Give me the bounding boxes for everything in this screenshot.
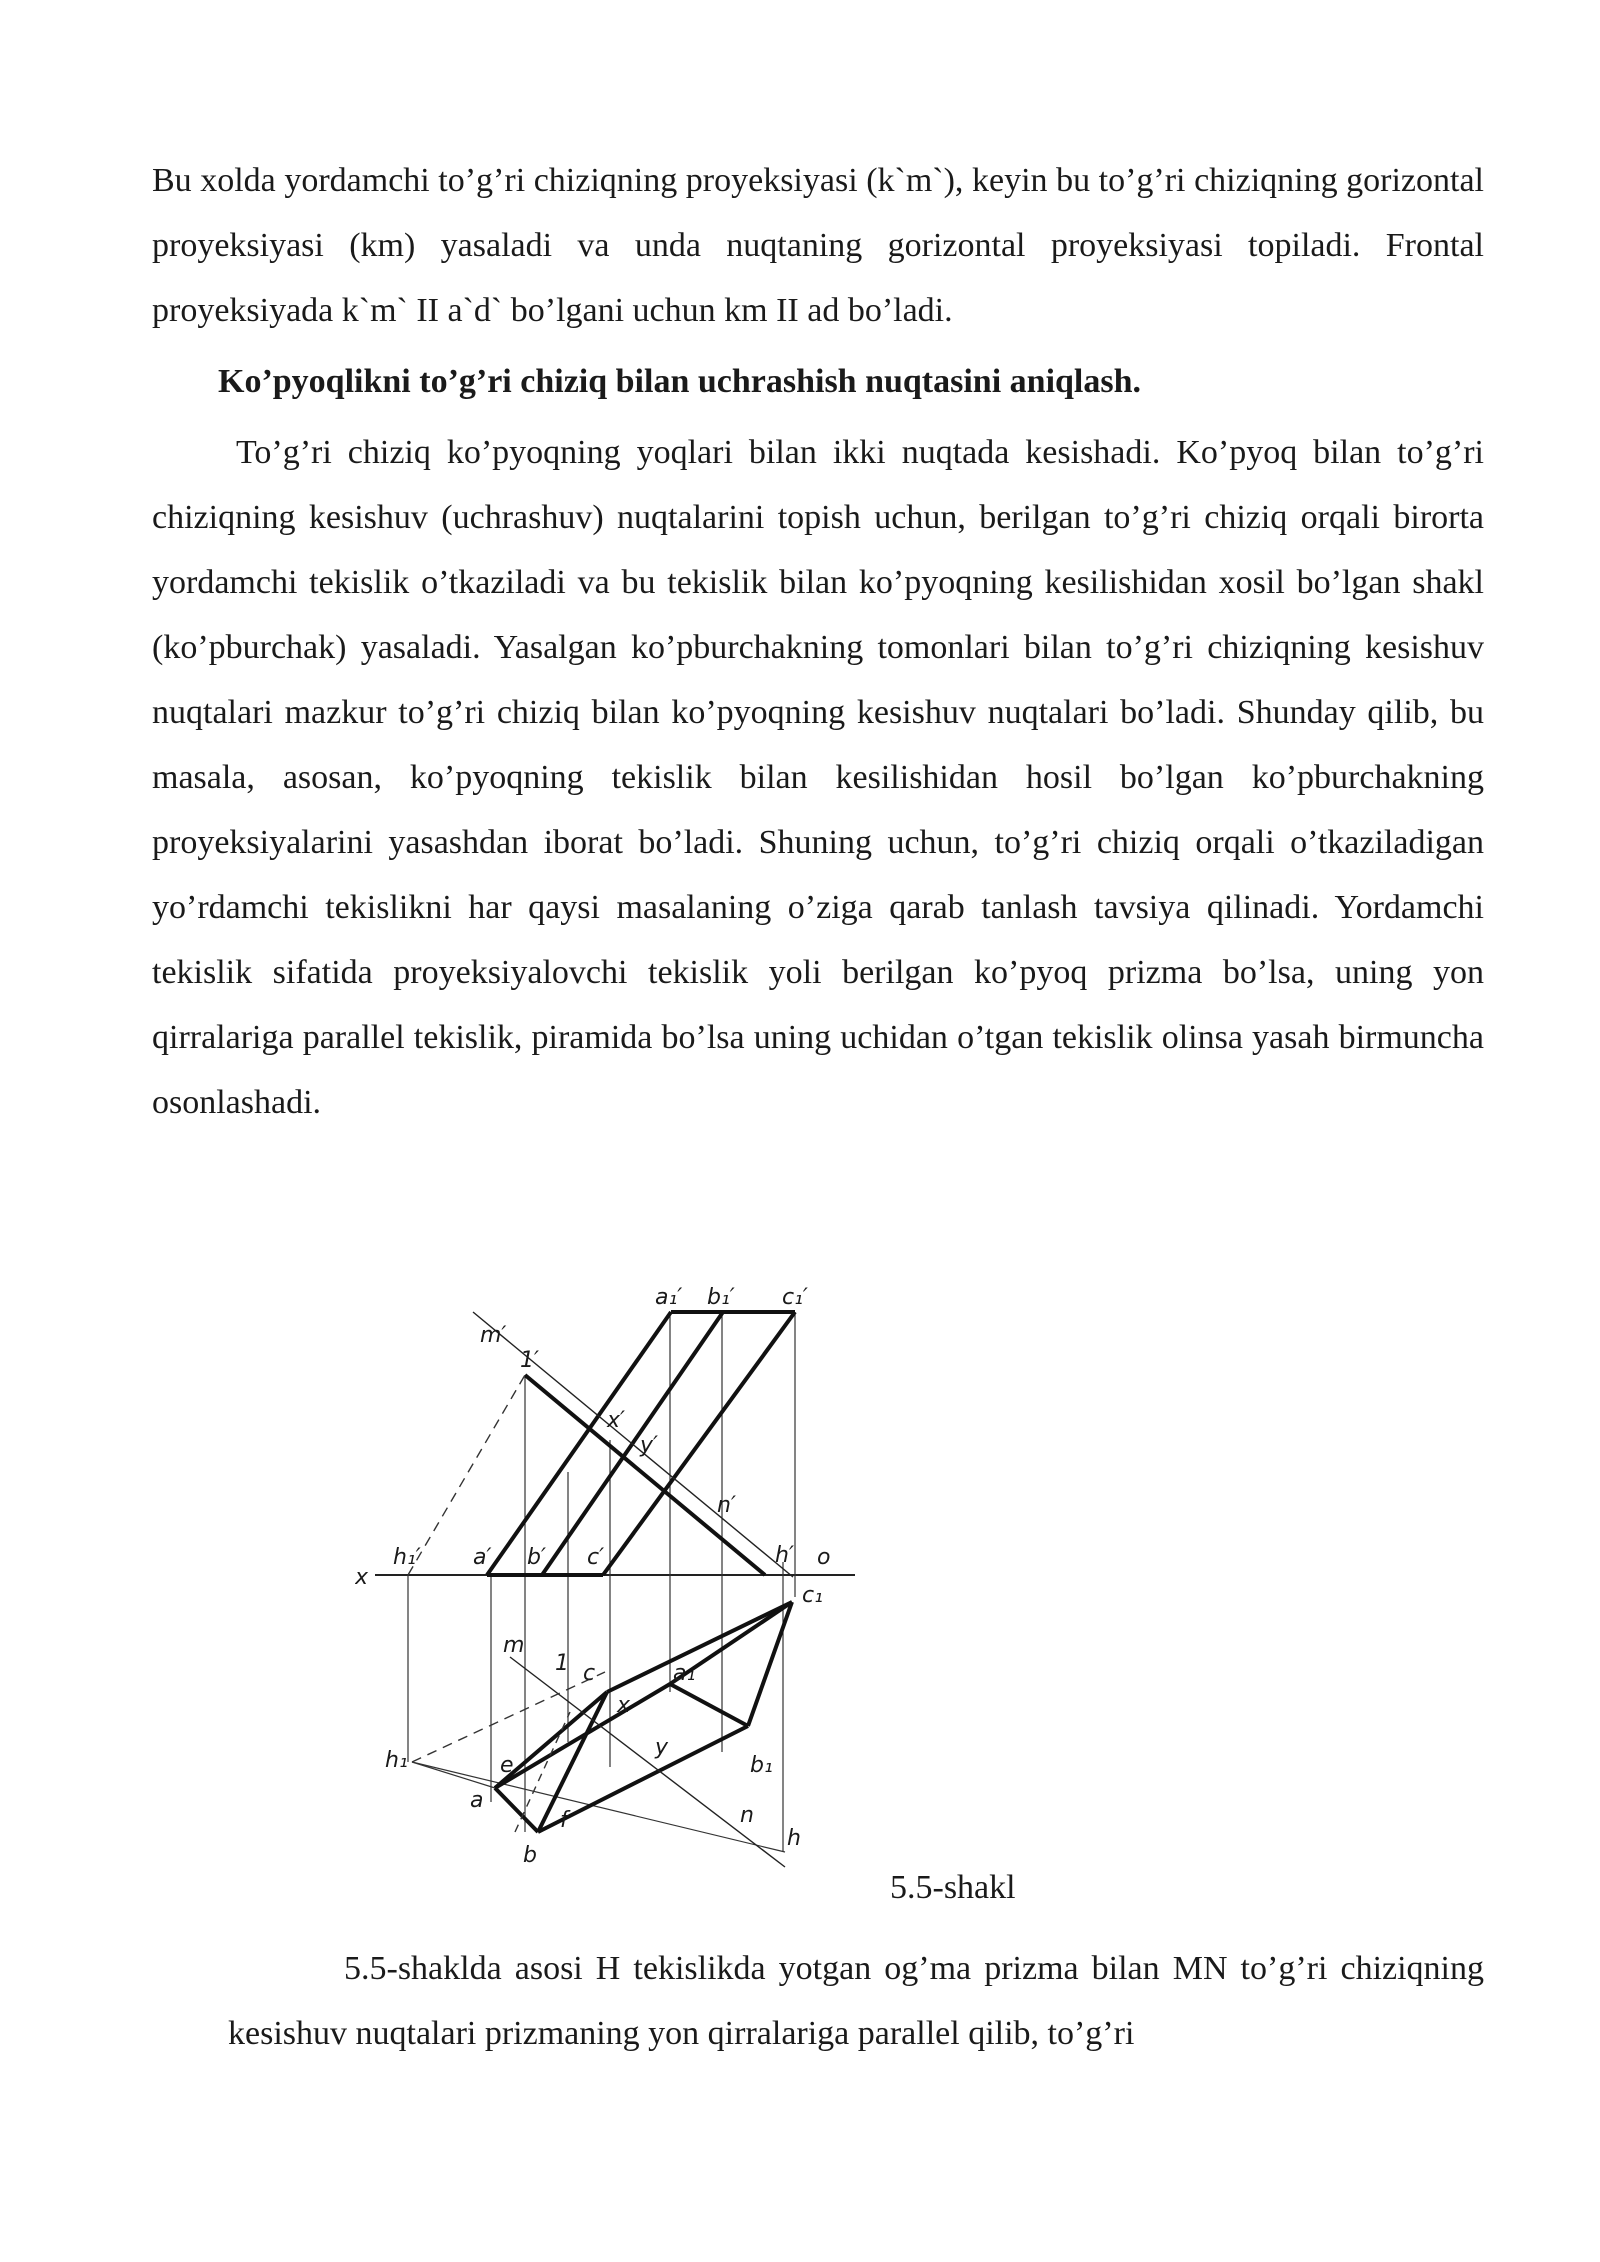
prism-line-intersection-drawing [355,1272,875,1912]
horizontal-prism [495,1602,792,1832]
label-m-prime: m′ [480,1323,507,1348]
label-x: x [617,1693,631,1718]
label-b-prime: b′ [527,1545,546,1570]
label-h: h [787,1826,801,1851]
label-x-axis: x [355,1565,369,1590]
label-a: a [470,1788,484,1813]
label-c1-prime: c₁′ [782,1285,808,1310]
label-b1: b₁ [750,1753,773,1778]
label-b1-prime: b₁′ [707,1285,735,1310]
label-h-prime: h′ [775,1543,794,1568]
label-y-prime: y′ [640,1433,659,1458]
label-1: 1 [555,1651,569,1676]
label-y: y [655,1735,669,1760]
label-x-prime: x′ [607,1408,626,1433]
paragraph-main: To’g’ri chiziq ko’pyoqning yoqlari bilan ikki nuqtada kesishadi. Ko’pyoq bilan to’g’ri chiziqning kesishuv (uchrashuv) nuqtalarini topish uchun, berilgan to’g’ri chiziq orqali birorta yordamchi tekislik o’tkaziladi va bu tekislik bilan ko’pyoqning kesilishidan xosil bo’lgan shakl (ko’pburchak) yasaladi. Yasalgan ko’pburchakning tomonlari bilan to’g’ri chiziqning kesishuv nuqtalari mazkur to’g’ri chiziq bilan ko’pyoqning kesishuv nuqtalari bo’ladi. Shunday qilib, bu masala, asosan, ko’pyoqning tekislik bilan kesilishidan hosil bo’lgan ko’pburchakning proyeksiyalarini yasashdan iborat bo’ladi. Shuning uchun, to’g’ri chiziq orqali o’tkaziladigan yo’rdamchi tekislikni har qaysi masalaning o’ziga qarab tanlash tavsiya qilinadi. Yordamchi tekislik sifatida proyeksiyalovchi tekislik yoli berilgan ko’pyoq prizma bo’lsa, uning yon qirralariga parallel tekislik, piramida bo’lsa uning uchidan o’tgan tekislik olinsa yasah birmuncha osonlashadi. [152,434,1484,1121]
label-h1: h₁ [385,1748,408,1773]
paragraph-intro: Bu xolda yordamchi to’g’ri chiziqning proyeksiyasi (k`m`), keyin bu to’g’ri chiziqning gorizontal proyeksiyasi (km) yasaladi va unda nuqtaning gorizontal proyeksiyasi topiladi. Frontal proyeksiyada k`m` II a`d` bo’lgani uchun km II ad bo’ladi. [152,162,1484,329]
label-m: m [503,1633,525,1658]
label-c: c [583,1661,596,1686]
label-n: n [740,1803,754,1828]
label-n-prime: n′ [717,1493,736,1518]
label-o: o [817,1545,831,1570]
label-f: f [560,1808,568,1833]
label-c1: c₁ [802,1583,823,1608]
label-1-prime: 1′ [520,1348,539,1373]
figure-caption: 5.5-shakl [890,1869,1016,1906]
label-a1: a₁ [673,1661,696,1686]
label-a1-prime: a₁′ [655,1285,683,1310]
label-c-prime: c′ [587,1545,605,1570]
label-a-prime: a′ [473,1545,492,1570]
document-body [152,148,1484,1135]
section-heading: Ko’pyoqlikni to’g’ri chiziq bilan uchrashish nuqtasini aniqlash. [218,363,1142,400]
document-bottom [228,1936,1484,2066]
paragraph-figure-description: 5.5-shaklda asosi H tekislikda yotgan og’ma prizma bilan MN to’g’ri chiziqning kesishuv nuqtalari prizmaning yon qirralariga parallel qilib, to’g’ri [228,1950,1484,2052]
label-e: e [500,1753,514,1778]
label-h1-prime: h₁′ [393,1545,421,1570]
label-b: b [523,1843,537,1868]
figure-5-5 [355,1272,875,1912]
